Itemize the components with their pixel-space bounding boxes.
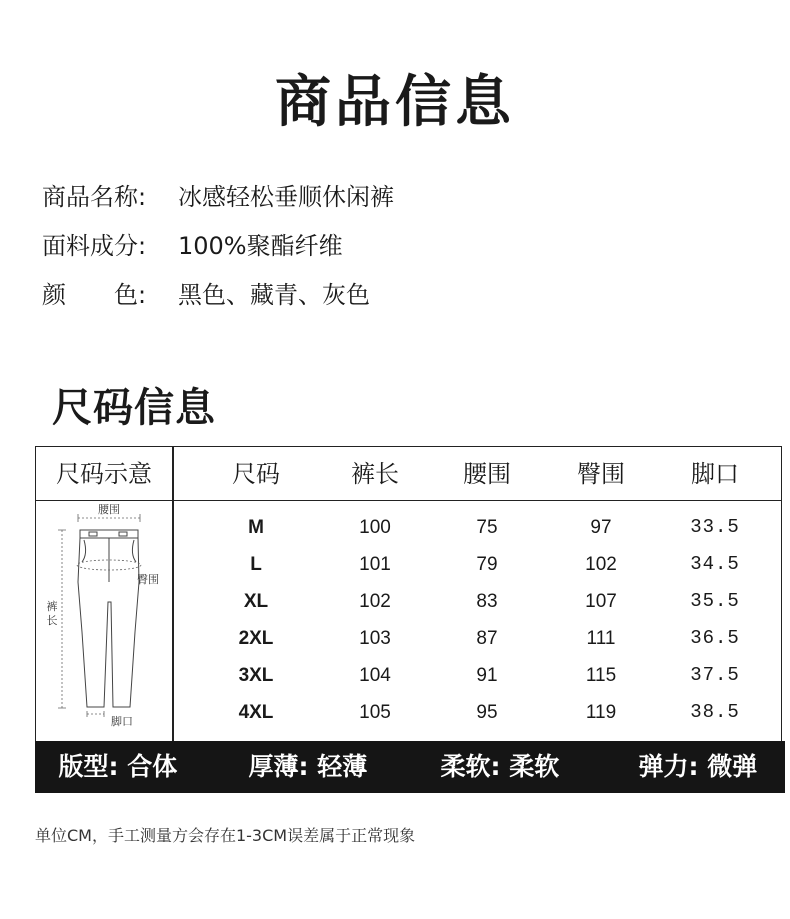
product-info bbox=[42, 178, 394, 325]
table-row bbox=[173, 546, 783, 583]
info-value: 冰感轻松垂顺休闲裤 bbox=[178, 183, 394, 211]
pocket-shape bbox=[82, 540, 86, 562]
hip-cell: 111 bbox=[586, 628, 616, 649]
size-table bbox=[35, 446, 782, 792]
waist-cell: 75 bbox=[476, 517, 498, 538]
hip-cell: 115 bbox=[585, 665, 617, 686]
size-cell: M bbox=[248, 517, 264, 538]
header-waist: 腰围 bbox=[463, 460, 511, 488]
length-cell: 103 bbox=[359, 628, 391, 649]
size-cell: L bbox=[250, 554, 262, 575]
waist-cell: 95 bbox=[476, 702, 498, 723]
page-title: 商品信息 bbox=[275, 70, 515, 135]
table-row bbox=[173, 657, 783, 694]
header-cuff: 脚口 bbox=[691, 460, 739, 488]
hip-cell: 107 bbox=[585, 591, 617, 612]
cuff-label: 脚口 bbox=[111, 715, 133, 728]
length-label-bottom: 长 bbox=[46, 614, 58, 627]
hip-label: 臀围 bbox=[137, 573, 159, 586]
table-row bbox=[173, 620, 783, 657]
table-row bbox=[173, 583, 783, 620]
belt-loop-shape bbox=[119, 532, 127, 536]
cuff-cell: 36.5 bbox=[690, 627, 740, 649]
pants-diagram bbox=[42, 502, 166, 738]
waist-cell: 91 bbox=[476, 665, 498, 686]
size-cell: 3XL bbox=[238, 665, 274, 686]
header-length: 裤长 bbox=[351, 460, 399, 488]
cuff-cell: 34.5 bbox=[690, 553, 740, 575]
size-section-title: 尺码信息 bbox=[52, 385, 216, 431]
cuff-cell: 38.5 bbox=[690, 701, 740, 723]
header-hip: 臀围 bbox=[577, 460, 625, 488]
cuff-cell: 37.5 bbox=[690, 664, 740, 686]
waist-cell: 83 bbox=[476, 591, 498, 612]
table-row bbox=[173, 694, 783, 731]
attr-softness: 柔软: 柔软 bbox=[440, 752, 560, 781]
footnote: 单位CM，手工测量方会存在1-3CM误差属于正常现象 bbox=[35, 826, 416, 845]
length-cell: 101 bbox=[359, 554, 391, 575]
attr-thickness: 厚薄: 轻薄 bbox=[248, 752, 368, 781]
cuff-cell: 35.5 bbox=[690, 590, 740, 612]
length-cell: 104 bbox=[359, 665, 391, 686]
pocket-shape bbox=[132, 540, 136, 562]
info-value: 100%聚酯纤维 bbox=[178, 232, 343, 260]
size-cell: 4XL bbox=[238, 702, 274, 723]
hip-cell: 102 bbox=[585, 554, 617, 575]
hip-cell: 97 bbox=[590, 517, 612, 538]
fabric-row bbox=[42, 227, 394, 276]
info-label: 面料成分: bbox=[42, 232, 147, 260]
size-cell: XL bbox=[243, 591, 269, 612]
product-name-row bbox=[42, 178, 394, 227]
length-cell: 100 bbox=[359, 517, 391, 538]
attribute-bar bbox=[35, 741, 785, 793]
belt-loop-shape bbox=[89, 532, 97, 536]
info-label: 颜 色: bbox=[42, 281, 147, 309]
table-header bbox=[36, 447, 781, 501]
attr-fit: 版型: 合体 bbox=[58, 752, 178, 781]
info-label: 商品名称: bbox=[42, 183, 147, 211]
header-size: 尺码 bbox=[232, 460, 280, 488]
length-cell: 102 bbox=[359, 591, 391, 612]
cuff-cell: 33.5 bbox=[690, 516, 740, 538]
info-value: 黑色、藏青、灰色 bbox=[178, 281, 370, 309]
table-row bbox=[173, 509, 783, 546]
length-label-top: 裤 bbox=[46, 600, 58, 613]
size-cell: 2XL bbox=[238, 628, 274, 649]
attr-elasticity: 弹力: 微弹 bbox=[638, 752, 758, 781]
header-diagram: 尺码示意 bbox=[56, 460, 152, 488]
waist-cell: 87 bbox=[476, 628, 498, 649]
waist-cell: 79 bbox=[476, 554, 498, 575]
length-cell: 105 bbox=[359, 702, 391, 723]
hip-cell: 119 bbox=[585, 702, 617, 723]
color-row bbox=[42, 276, 394, 325]
waist-label: 腰围 bbox=[98, 503, 120, 516]
